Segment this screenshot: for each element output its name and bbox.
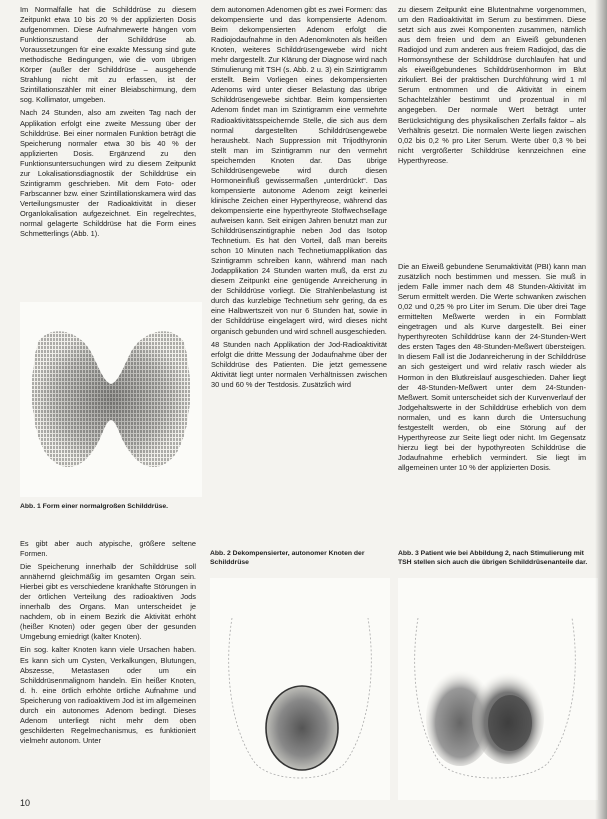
figure-3-scintigram [398, 578, 598, 800]
page-number: 10 [20, 798, 31, 808]
paragraph: Im Normalfalle hat die Schilddrüse zu diesem Zeitpunkt etwa 10 bis 20 % der applizierten Dosis aufgenommen. Diese Aufnahmewerte hängen vom Funktionszustand der Schilddrüse ab. Voraussetzungen für eine exakte Messung sind gute methodische Bedingungen, wie die vom übrigen Körper (außer der Schilddrüse – ausgehende Strahlung nicht mit zu erfassen, ist der Szintillationszähler mit einer Bleiabschirmung, dem sog. Kollimator, umgeben. [20, 5, 196, 105]
text-column-1-bottom [20, 539, 196, 746]
figure-1-scintigram [20, 302, 202, 497]
figure-2-caption: Abb. 2 Dekompensierter, autonomer Knoten der Schilddrüse [210, 550, 365, 566]
paragraph: Die Speicherung innerhalb der Schilddrüse soll annähernd gleichmäßig im gesamten Organ sein. Hierbei gibt es verschiedene krankhafte Störungen in der örtlichen Verteilung des radioaktiven Jods innerhalb des Organs. Man unterscheidet je nachdem, ob in einem Bezirk die Aktivität erhöht (heißer Knoten) oder gegen über der gesunden Umgebung erniedrigt (kalter Knoten). [20, 562, 196, 642]
text-column-2 [211, 5, 387, 390]
text-column-1-top [20, 5, 196, 239]
paragraph: Nach 24 Stunden, also am zweiten Tag nach der Applikation erfolgt eine zweite Messung über der Schilddrüse. Bei einer normalen Funktion beträgt die Speicherung normaler etwa 30 bis 40 % der applizierten Dosis. Ergänzend zu den Funktionsuntersuchungen wird zu diesem Zeitpunkt zur Lokalisationsdiagnostik der Schilddrüse ein Szintigramm geschrieben. Mit dem Foto- oder Farbscanner bzw. einer Szintillationskamera wird das Verteilungsmuster der Radioaktivität in dieser Organlokalisation aufgezeichnet. Ein regelrechtes, normal gelagerte Schilddrüse hat die Form eines Schmetterlings (Abb. 1). [20, 108, 196, 239]
paragraph: Die an Eiweiß gebundene Serumaktivität (PBI) kann man zusätzlich noch bestimmen und messen. Sie muß in jedem Falle immer nach dem 48 Stunden-Aktivität im Serum ermittelt werden. Die Werte schwanken zwischen 0,02 und 0,25 % pro Liter im Serum. Die über drei Tage ermittelten Meßwerte werden in ein Formblatt eingetragen und als Kurve dargestellt. Bei einer hyperthyreoten Schilddrüse kann der 24-Stunden-Wert des ersten Tages den 48-Stunden-Meßwert übersteigen. In diesem Fall ist die Jodanreicherung in der Schilddrüse an sich gesteigert und wird relativ rasch wieder als Hormon in den Blutkreislauf ausgeschieden. Daher liegt der 48-Stunden-Meßwert unter dem 24-Stunden-Meßwert. Somit unterscheidet sich der Kurvenverlauf der Jodgehaltswerte in der Schilddrüse erheblich von dem normalen, und es kann durch die Untersuchung festgestellt werden, ob eine Störung auf der Hyperthyreose zur Seite liegt oder nicht. Im Gegensatz hierzu liegt bei der hypothyreoten Schilddrüse die Jodaufnahme erheblich vermindert. Sie liegt im allgemeinen unter 10 % der applizierten Dosis. [398, 262, 586, 472]
figure-1-caption: Abb. 1 Form einer normalgroßen Schilddrüse. [20, 503, 169, 510]
thyroid-nodule-image [210, 578, 390, 800]
thyroid-normal-image [20, 302, 202, 497]
figure-3-caption: Abb. 3 Patient wie bei Abbildung 2, nach Stimulierung mit TSH stellen sich auch die übrigen Schilddrüsenanteile dar. [398, 550, 588, 566]
paragraph: Es gibt aber auch atypische, größere seltene Formen. [20, 539, 196, 559]
paragraph: 48 Stunden nach Applikation der Jod-Radioaktivität erfolgt die dritte Messung der Jodaufnahme über der Schilddrüse des Patienten. Die jetzt gemessene Aktivität liegt unter normalen Verhältnissen zwischen 30 und 60 % der Testdosis. Zusätzlich wird [211, 339, 387, 389]
thyroid-stimulated-image [398, 578, 598, 800]
paragraph: dem autonomen Adenomen gibt es zwei Formen: das dekompensierte und das kompensierte Adenom. Beim dekompensierten Adenom erfolgt die Radiojodaufnahme in den Adenomknoten als heißen Knoten, weiteres Schilddrüsengewebe wird nicht mehr dargestellt. Zur Klärung der Diagnose wird nach Stimulierung mit TSH (s. Abb. 2 u. 3) ein Szintigramm erstellt. Beim Vorliegen eines dekompensierten Adenoms wird unter dieser Belastung das übrige Schilddrüsengewebe sichtbar. Beim kompensierten Adenom findet man im Szintigramm eine vermehrte Radioaktivitätsspeichernde Stelle, die sich aus dem normal dargestellten Schilddrüsengewebe heraushebt. Nach Suppression mit Trijodthyronin stellt man im Szintigramm nur den vermehrt speichernden Knoten dar. Das übrige Schilddrüsengewebe wird durch diesen Hormoneinfluß gewissermaßen „unterdrückt“. Das kompensierte autonome Adenom zeigt keinerlei klinische Zeichen einer Hyperthyreose, während das dekompensierte eine hyperthyreote Stoffwechsellage aufweisen kann. Seit einigen Jahren benutzt man zur Schilddrüsenszintigraphie neben Jod das Isotop Technetium. Es hat den Vorteil, daß man bereits schon 10 Minuten nach Technetiumapplikation das Szintigramm schreiben kann, während man nach Jodapplikation 24 Stunden warten muß, da erst zu diesem Zeitpunkt eine genügende Anreicherung in der Schilddrüse vorliegt. Die Strahlenbelastung ist durch das kurzlebige Technetium sehr gering, da es eine Halbwertszeit von nur 6 Stunden hat, sowie in der Schilddrüse eingelagert wird, wird dieses nicht organisch gebunden und wird schnell ausgeschieden. [211, 5, 387, 336]
paragraph: zu diesem Zeitpunkt eine Blutentnahme vorgenommen, um den Radioaktivität im Serum zu bestimmen. Diese setzt sich aus zwei Komponenten zusammen, nämlich aus dem freien und dem an Eiweiß gebundenen Radiojod und zum anderen aus freiem Radiojod, das die Hormonsynthese der Schilddrüse durchlaufen hat und als eiweißgebundenes Schilddrüsenhormon im Blut zirkuliert. Bei der praktischen Durchführung wird 1 ml Serum entnommen und die Aktivität in einem Schachtelzähler bestimmt und prozentual in ml angegeben. Der normale Wert beträgt unter Berücksichtigung des physikalischen Zerfalls faktor – als Verhältnis gesetzt. Die normalen Werte liegen zwischen 0,02 bis 0,2 % pro Liter Serum. Werte über 0,3 % bei nicht vergrößerter Schilddrüse kennzeichnen eine Hyperthyreose. [398, 5, 586, 165]
paragraph: Ein sog. kalter Knoten kann viele Ursachen haben. Es kann sich um Cysten, Verkalkungen, Blutungen, Abszesse, Metastasen oder um ein Schilddrüsenmalignom handeln. Ein heißer Knoten, d. h. eine örtlich erhöhte örtliche Aufnahme und Speicherung von radioaktivem Jod ist im allgemeinen durch ein autonomes Adenom bedingt. Dieses Adenom unterliegt nicht mehr dem oben geschilderten Regelmechanismus, es funktioniert vielmehr autonom. Unter [20, 645, 196, 745]
page-edge-shadow [595, 0, 607, 819]
figure-2-scintigram [210, 578, 390, 800]
text-column-3-bottom [398, 262, 586, 473]
text-column-3-top [398, 5, 586, 166]
